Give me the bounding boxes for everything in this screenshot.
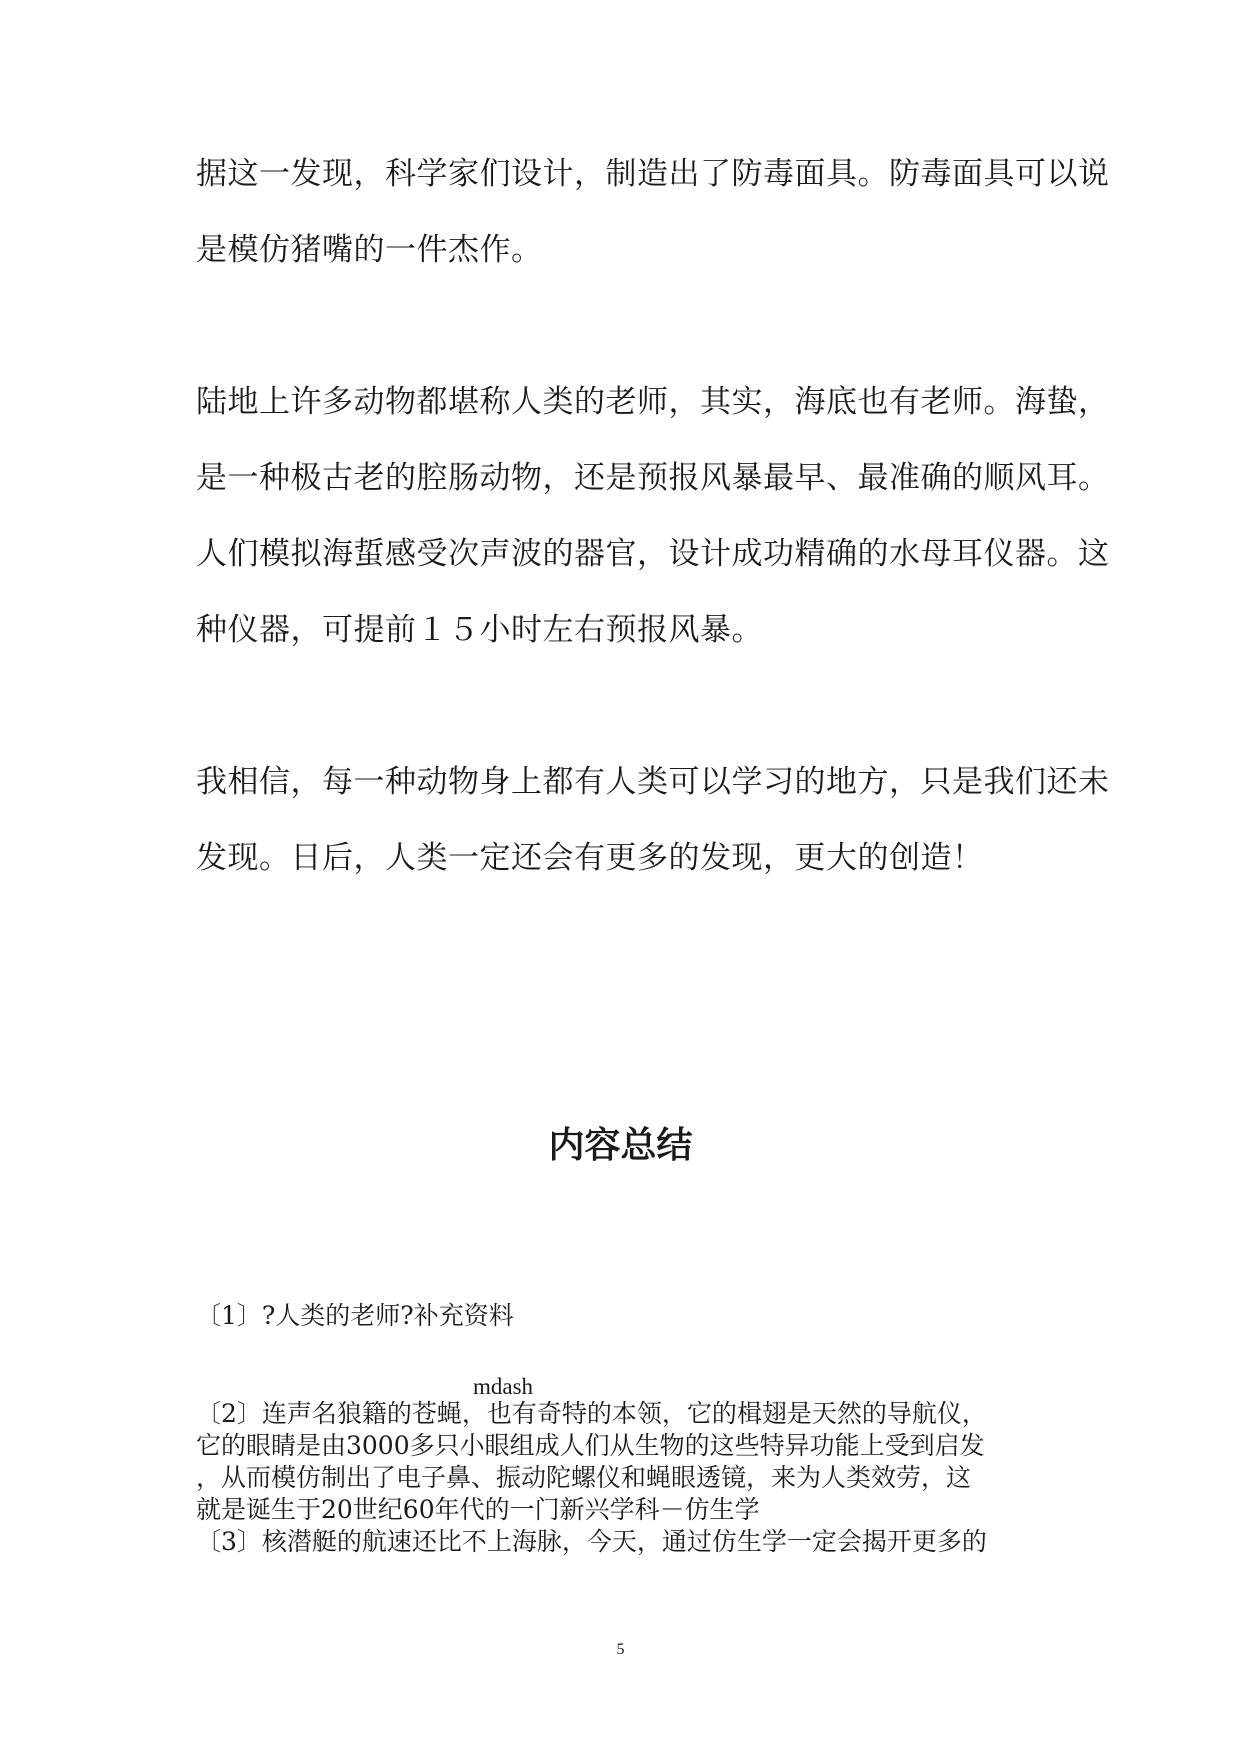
summary-item-2-line-1: 〔2〕连声名狼籍的苍蝇，也有奇特的本领，它的楫翅是天然的导航仪， <box>196 1399 987 1428</box>
summary-item-2-line-4: 就是诞生于20世纪60年代的一门新兴学科－仿生学 <box>196 1495 760 1524</box>
paragraph-2-line-4: 种仪器，可提前１５小时左右预报风暴。 <box>196 612 763 648</box>
summary-heading: 内容总结 <box>548 1125 693 1166</box>
summary-item-1: 〔1〕?人类的老师?补充资料 <box>196 1301 514 1330</box>
summary-item-2-line-2: 它的眼睛是由3000多只小眼组成人们从生物的这些特异功能上受到启发 <box>196 1431 985 1460</box>
summary-item-3-line-1: 〔3〕核潜艇的航速还比不上海脉，今天，通过仿生学一定会揭开更多的 <box>196 1527 987 1556</box>
summary-mdash-artifact: mdash <box>473 1374 534 1399</box>
page-number: 5 <box>616 1641 625 1658</box>
paragraph-2-line-1: 陆地上许多动物都堪称人类的老师，其实，海底也有老师。海蛰， <box>196 384 1110 420</box>
paragraph-1-line-1: 据这一发现，科学家们设计，制造出了防毒面具。防毒面具可以说 <box>196 156 1110 192</box>
paragraph-2-line-3: 人们模拟海蜇感受次声波的器官，设计成功精确的水母耳仪器。这 <box>196 536 1110 572</box>
paragraph-2-line-2: 是一种极古老的腔肠动物，还是预报风暴最早、最准确的顺风耳。 <box>196 460 1110 496</box>
summary-item-2-line-3: ，从而模仿制出了电子鼻、振动陀螺仪和蝇眼透镜，来为人类效劳，这 <box>196 1463 972 1492</box>
paragraph-1-line-2: 是模仿猪嘴的一件杰作。 <box>196 232 543 268</box>
paragraph-3-line-2: 发现。日后，人类一定还会有更多的发现，更大的创造！ <box>196 840 984 876</box>
paragraph-3-line-1: 我相信，每一种动物身上都有人类可以学习的地方，只是我们还未 <box>196 764 1110 800</box>
